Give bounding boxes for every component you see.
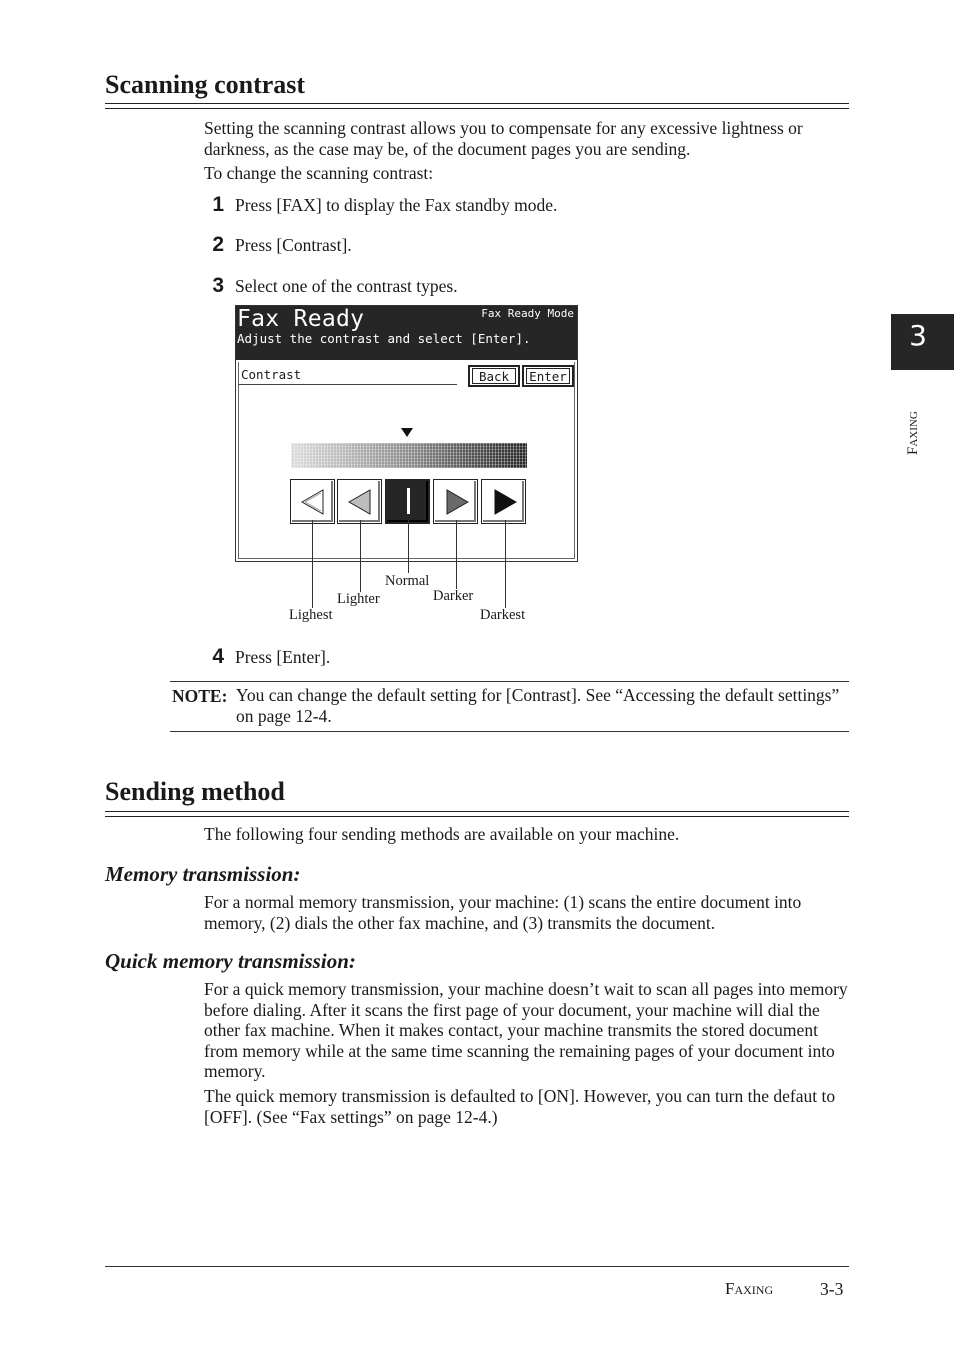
contrast-lead: To change the scanning contrast: xyxy=(204,163,434,183)
leader-lighest xyxy=(312,520,313,608)
step-text-1: Press [FAX] to display the Fax standby mode. xyxy=(235,195,558,215)
memory-text: For a normal memory transmission, your machine: (1) scans the entire document into memory, (2) dials the other fax machine, and (3) transmits the document. xyxy=(204,892,802,933)
chapter-tab xyxy=(891,314,954,370)
step-number-3: 3 xyxy=(212,274,224,297)
step-number-1: 1 xyxy=(212,193,224,216)
back-button[interactable] xyxy=(468,365,520,387)
darker-button[interactable] xyxy=(433,479,478,524)
lightest-button[interactable] xyxy=(290,479,335,524)
step-text-3: Select one of the contrast types. xyxy=(235,276,458,296)
callout-darkest: Darkest xyxy=(480,607,526,623)
lighter-button[interactable] xyxy=(337,479,382,524)
callout-lighter: Lighter xyxy=(337,591,380,607)
leader-darker xyxy=(456,520,457,589)
lcd-subtitle: Adjust the contrast and select [Enter]. xyxy=(237,331,531,346)
back-button-label: Back xyxy=(472,368,516,384)
lcd-panel xyxy=(235,305,578,562)
quick-text-2: The quick memory transmission is defaulted to [ON]. However, you can turn the defaut to [OFF]. (See “Fax settings” on page 12-4.) xyxy=(204,1086,836,1127)
note-rule-bottom xyxy=(170,731,849,732)
leader-normal xyxy=(408,520,409,573)
heading-rule xyxy=(105,811,849,817)
note-label: NOTE: xyxy=(172,686,228,706)
callout-darker: Darker xyxy=(433,588,474,604)
sending-intro: The following four sending methods are available on your machine. xyxy=(204,824,680,844)
section-heading-sending: Sending method xyxy=(105,777,285,806)
callout-normal: Normal xyxy=(385,573,430,589)
note-rule-top xyxy=(170,681,849,682)
step-text-4: Press [Enter]. xyxy=(235,647,331,667)
enter-button[interactable] xyxy=(522,365,574,387)
pointer-icon xyxy=(401,428,413,437)
lcd-header xyxy=(236,306,577,360)
quick-text-1: For a quick memory transmission, your machine doesn’t wait to scan all pages into memory before dialing. After it scans the first page of your document, your machine will dial the other fax machine. When it makes contact, your machine transmits the stored document from memory while at the same time scanning the remaining pages of your document into memory. xyxy=(204,979,848,1081)
contrast-field-label: Contrast xyxy=(241,367,302,382)
contrast-intro: Setting the scanning contrast allows you to compensate for any excessive lightness or darkness, as the case may be, of the document pages you are sending. xyxy=(204,118,803,159)
step-text-2: Press [Contrast]. xyxy=(235,235,352,255)
normal-icon xyxy=(386,480,431,525)
heading-rule xyxy=(105,103,849,109)
callout-lighest: Lighest xyxy=(289,607,333,623)
contrast-gradient-bar xyxy=(291,443,527,468)
footer-rule xyxy=(105,1266,849,1267)
page-number: 3-3 xyxy=(820,1279,844,1299)
normal-button[interactable] xyxy=(385,479,430,524)
lcd-mode: Fax Ready Mode xyxy=(481,307,574,320)
contrast-field xyxy=(239,366,457,385)
enter-button-label: Enter xyxy=(526,368,570,384)
memory-heading: Memory transmission: xyxy=(105,862,301,886)
darkest-icon xyxy=(482,480,527,525)
section-heading-contrast: Scanning contrast xyxy=(105,70,306,99)
quick-heading: Quick memory transmission: xyxy=(105,949,356,973)
darkest-button[interactable] xyxy=(481,479,526,524)
step-number-2: 2 xyxy=(212,233,224,256)
lcd-title: Fax Ready xyxy=(237,306,365,332)
note-text: You can change the default setting for [Contrast]. See “Accessing the default settings” on page 12-4. xyxy=(236,685,840,726)
leader-darkest xyxy=(505,520,506,608)
darker-icon xyxy=(434,480,479,525)
lightest-icon xyxy=(291,480,336,525)
lighter-icon xyxy=(338,480,383,525)
footer-section: Faxing xyxy=(725,1279,774,1298)
chapter-number: 3 xyxy=(909,319,927,352)
chapter-tab-label: Faxing xyxy=(905,411,921,455)
leader-lighter xyxy=(360,520,361,592)
step-number-4: 4 xyxy=(212,645,224,668)
